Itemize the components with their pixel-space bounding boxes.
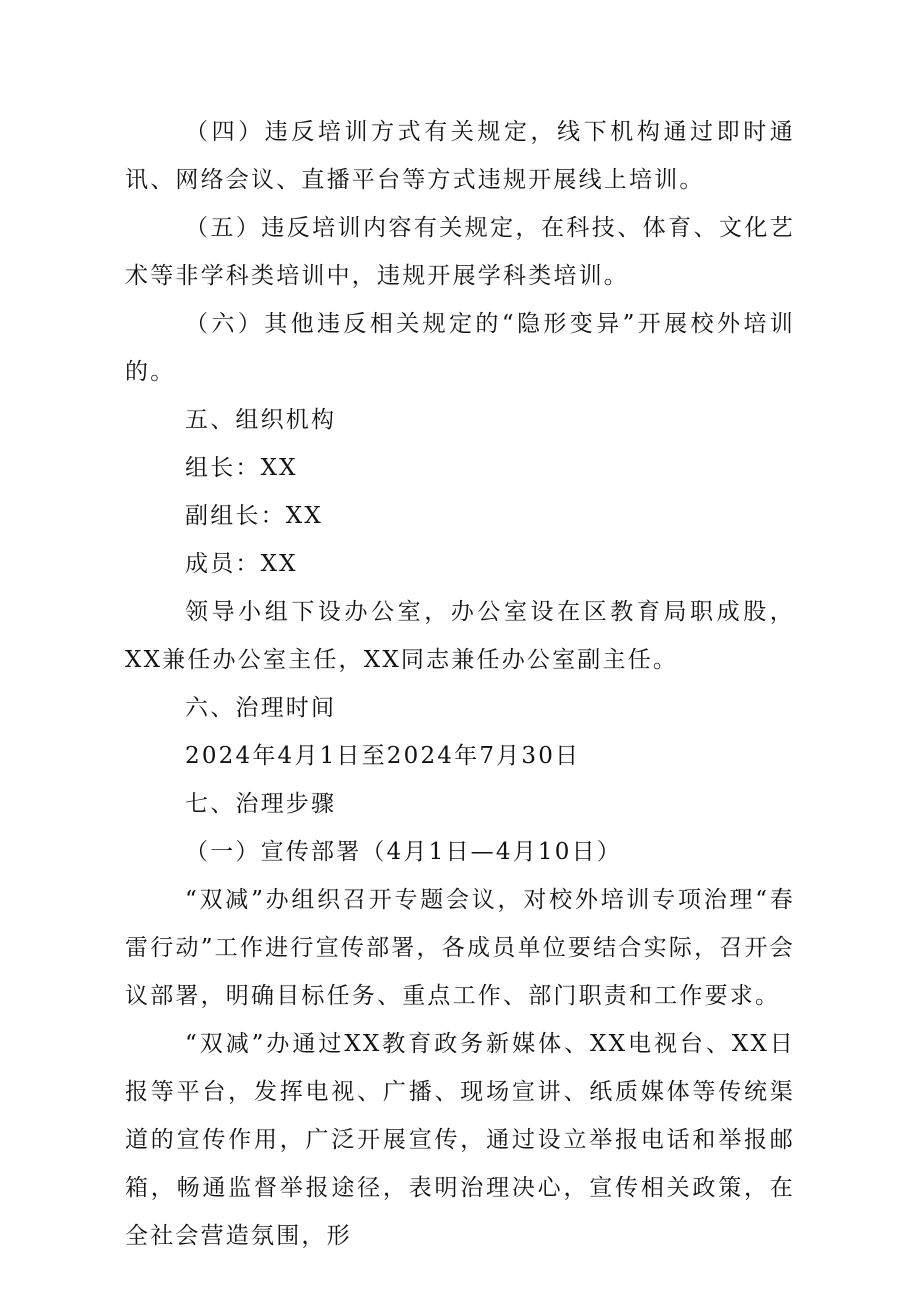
paragraph-media-publicity: “双减”办通过XX教育政务新媒体、XX电视台、XX日报等平台，发挥电视、广播、现场宣讲、纸质媒体等传统渠道的宣传作用，广泛开展宣传，通过设立举报电话和举报邮箱，畅通监督举报途径，表明治理决心，宣传相关政策，在全社会营造氛围，形 <box>125 1031 795 1249</box>
line-members: 成员：XX <box>185 551 298 577</box>
heading-governance-steps: 七、治理步骤 <box>185 791 337 817</box>
paragraph-meeting: “双减”办组织召开专题会议，对校外培训专项治理“春雷行动”工作进行宣传部署，各成员单位要结合实际，召开会议部署，明确目标任务、重点工作、部门职责和工作要求。 <box>125 887 795 1009</box>
heading-organization: 五、组织机构 <box>185 407 337 433</box>
paragraph-violation-training-method: （四）违反培训方式有关规定，线下机构通过即时通讯、网络会议、直播平台等方式违规开展线上培训。 <box>125 119 795 193</box>
subheading-publicity-deployment: （一）宣传部署（4月1日—4月10日） <box>185 839 622 865</box>
line-group-leader: 组长：XX <box>185 455 298 481</box>
line-date-range: 2024年4月1日至2024年7月30日 <box>185 743 581 769</box>
paragraph-other-violations: （六）其他违反相关规定的“隐形变异”开展校外培训的。 <box>125 311 795 385</box>
line-deputy-leader: 副组长：XX <box>185 503 323 529</box>
heading-governance-time: 六、治理时间 <box>185 695 337 721</box>
paragraph-violation-training-content: （五）违反培训内容有关规定，在科技、体育、文化艺术等非学科类培训中，违规开展学科类培训。 <box>125 215 795 289</box>
paragraph-office: 领导小组下设办公室，办公室设在区教育局职成股，XX兼任办公室主任，XX同志兼任办公室副主任。 <box>125 599 795 673</box>
